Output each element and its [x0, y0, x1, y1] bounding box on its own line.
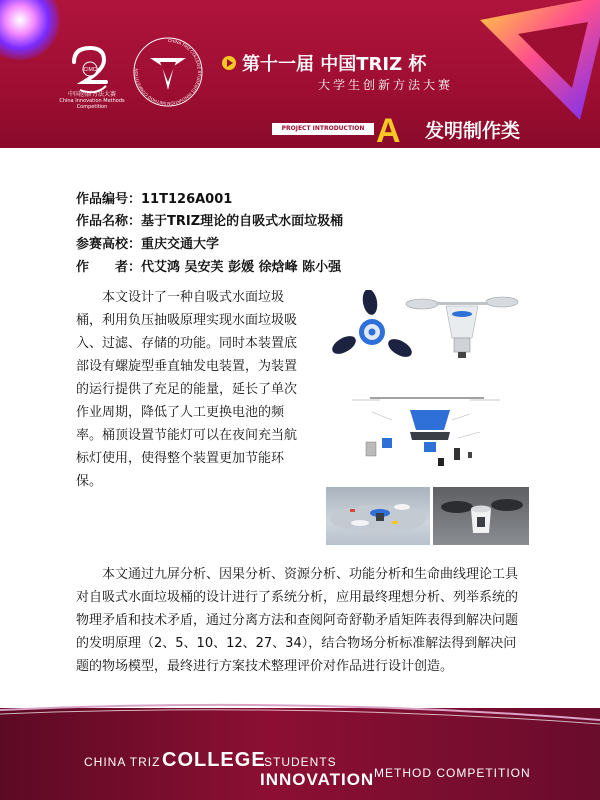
info-school-label: 参赛高校： [76, 237, 142, 252]
prototype-photo [433, 487, 529, 545]
ring-text: CHINA TRIZ COLLEGE STUDENTS INNOVATION METHOD COMPETITION [133, 37, 202, 107]
info-authors [76, 256, 341, 275]
decorative-glow [0, 0, 60, 60]
description-paragraph-1: 本文设计了一种自吸式水面垃圾桶，利用负压抽吸原理实现水面垃圾吸入、过滤、存储的功能。同时本装置底部设有螺旋型垂直轴发电装置，为装置的运行提供了充足的能量，延长了单次作业周期，降低了人工更换电池的频率。桶顶设置节能灯可以在夜间充当航标灯使用，使得整个装置更加节能环保。 [76, 290, 298, 489]
footer-text-innovation: INNOVATION [260, 770, 375, 789]
water-scene-render [326, 487, 430, 545]
exploded-view-figure [352, 392, 512, 472]
cimc-caption-cn: 中国创新方法大赛 [67, 91, 116, 98]
title-main: 第十一届 中国TRIZ 杯 [242, 54, 427, 75]
project-intro-label: PROJECT INTRODUCTION [281, 125, 365, 132]
category-title: 发明制作类 [425, 120, 521, 142]
footer-decorative-curve [0, 700, 600, 740]
info-name-label: 作品名称： [76, 214, 142, 229]
cimc-badge-text: CIMC [83, 67, 97, 73]
play-arrow-icon [222, 56, 236, 70]
title-sub: 大学生创新方法大赛 [318, 78, 454, 92]
cimc-caption [52, 92, 132, 110]
cimc-caption-en: China Innovation Methods Competition [59, 98, 125, 110]
info-id [76, 188, 232, 207]
description-paragraph-2: 本文通过九屏分析、因果分析、资源分析、功能分析和生命曲线理论工具对自吸式水面垃圾桶的设计进行了系统分析，应用最终理想分析、列举系统的物理矛盾和技术矛盾，通过分离方法和查阅阿奇舒勒矛盾矩阵表得到解决问题的发明原理（2、5、10、12、27、34），结合物场分析标准解法得到解决问题的物场模型，最终进行方案技术整理评价对作品进行设计创造。 [76, 567, 519, 674]
header-banner [0, 0, 600, 148]
footer-text-method-competition: METHOD COMPETITION [374, 766, 531, 780]
info-name-value: 基于TRIZ理论的自吸式水面垃圾桶 [141, 214, 344, 229]
footer-text-students: STUDENTS [264, 755, 337, 769]
competition-title [222, 50, 426, 76]
water-scene-graphic [326, 487, 430, 545]
decorative-triangle [460, 0, 600, 120]
info-id-label: 作品编号： [76, 192, 142, 207]
info-authors-label: 作 者： [76, 260, 142, 275]
info-school [76, 233, 219, 252]
footer-text-china-triz: CHINA TRIZ [84, 755, 161, 769]
category-letter: A [376, 112, 401, 148]
info-school-value: 重庆交通大学 [141, 237, 220, 252]
device-render-figure [402, 288, 522, 366]
prototype-graphic [433, 487, 529, 545]
info-name [76, 210, 343, 229]
info-id-value: 11T126A001 [141, 192, 233, 207]
info-authors-value: 代艾鸿 吴安芙 彭媛 徐焓峰 陈小强 [141, 260, 342, 275]
triz-competition-logo [128, 32, 208, 112]
footer-text-college: COLLEGE [162, 749, 266, 771]
